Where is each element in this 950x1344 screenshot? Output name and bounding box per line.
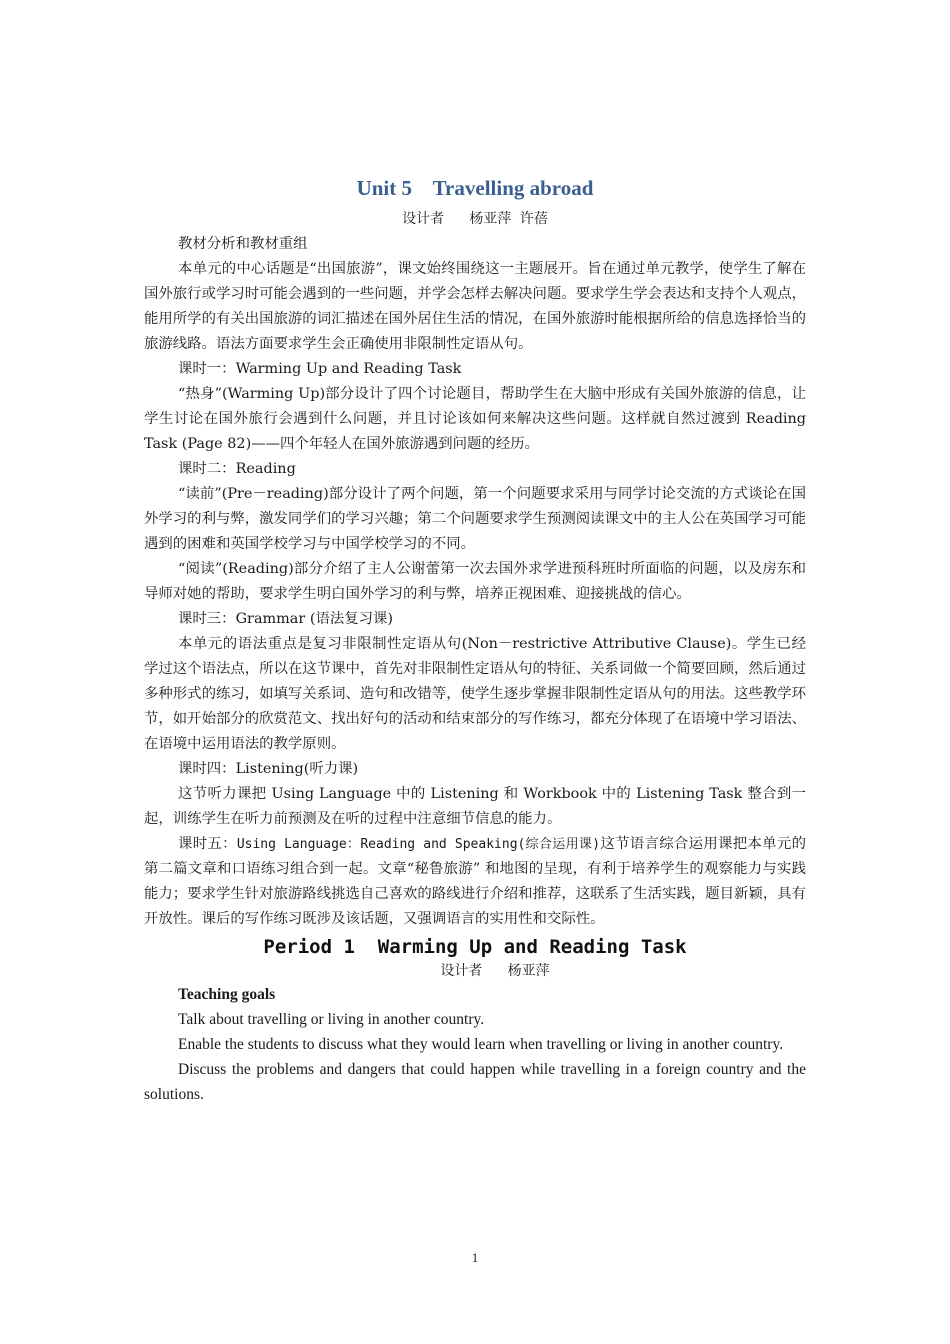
period-title: Period 1 Warming Up and Reading Task bbox=[263, 936, 687, 958]
paragraph-lesson-5 bbox=[144, 832, 806, 932]
lesson-2-heading: 课时二：Reading bbox=[178, 461, 296, 477]
section-heading-analysis: 教材分析和教材重组 bbox=[178, 236, 308, 252]
page-number: 1 bbox=[471, 1250, 479, 1265]
paragraph-pre-reading: “读前”(Pre－reading)部分设计了两个问题，第一个问题要求采用与同学讨论交流的方式谈论在国外学习的利与弊，激发同学们的学习兴趣；第二个问题要求学生预测阅读课文中的主人公在英国学习可能遇到的困难和英国学校学习与中国学校学习的不同。 bbox=[144, 486, 806, 552]
lesson-4-heading: 课时四：Listening(听力课) bbox=[178, 761, 359, 777]
goal-item: Discuss the problems and dangers that could happen while travelling in a foreign country and the solutions. bbox=[144, 1061, 806, 1103]
lesson-5-mono: Using Language：Reading and Speaking(综合运用课) bbox=[236, 837, 601, 852]
paragraph-reading: “阅读”(Reading)部分介绍了主人公谢蕾第一次去国外求学进预科班时所面临的问题，以及房东和导师对她的帮助，要求学生明白国外学习的利与弊，培养正视困难、迎接挑战的信心。 bbox=[144, 561, 806, 602]
paragraph-warming-up: “热身”(Warming Up)部分设计了四个讨论题目，帮助学生在大脑中形成有关国外旅游的信息，让学生讨论在国外旅行会遇到什么问题，并且讨论该如何来解决这些问题。这样就自然过渡到 Reading Task (Page 82)——四个年轻人在国外旅游遇到问题的经历。 bbox=[144, 386, 806, 452]
goal-item: Talk about travelling or living in another country. bbox=[178, 1011, 485, 1028]
page-content bbox=[144, 172, 806, 1107]
paragraph-grammar: 本单元的语法重点是复习非限制性定语从句(Non－restrictive Attributive Clause)。学生已经学过这个语法点，所以在这节课中，首先对非限制性定语从句的特征、关系词做一个简要回顾，然后通过多种形式的练习，如填写关系词、造句和改错等，使学生逐步掌握非限制性定语从句的用法。这些教学环节，如开始部分的欣赏范文、找出好句的活动和结束部分的写作练习，都充分体现了在语境中学习语法、在语境中运用语法的教学原则。 bbox=[144, 636, 806, 752]
paragraph-unit-overview: 本单元的中心话题是“出国旅游”，课文始终围绕这一主题展开。旨在通过单元教学，使学生了解在国外旅行或学习时可能会遇到的一些问题，并学会怎样去解决问题。要求学生学会表达和支持个人观点，能用所学的有关出国旅游的词汇描述在国外居住生活的情况，在国外旅游时能根据所给的信息选择恰当的旅游线路。语法方面要求学生会正确使用非限制性定语从句。 bbox=[144, 261, 806, 352]
lesson-5-rest: 这节语言综合运用课把本单元的第二篇文章和口语练习组合到一起。文章“秘鲁旅游” 和地图的呈现，有利于培养学生的观察能力与实践能力；要求学生针对旅游路线挑选自己喜欢的路线进行介绍和推荐，这联系了生活实践，题目新颖，具有开放性。课后的写作练习既涉及该话题，又强调语言的实用性和交际性。 bbox=[144, 836, 806, 927]
lesson-3-heading: 课时三：Grammar (语法复习课) bbox=[178, 611, 394, 627]
lesson-5-prefix: 课时五： bbox=[178, 836, 237, 852]
teaching-goals-heading: Teaching goals bbox=[178, 986, 276, 1003]
lesson-1-heading: 课时一：Warming Up and Reading Task bbox=[178, 361, 462, 377]
goal-item: Enable the students to discuss what they would learn when travelling or living in another country. bbox=[178, 1036, 784, 1053]
designer-line: 设计者 杨亚萍 许蓓 bbox=[402, 211, 548, 227]
unit-title: Unit 5 Travelling abroad bbox=[356, 176, 594, 200]
paragraph-listening: 这节听力课把 Using Language 中的 Listening 和 Workbook 中的 Listening Task 整合到一起，训练学生在听力前预测及在听的过程中注意细节信息的能力。 bbox=[144, 786, 806, 827]
period-designer: 设计者 杨亚萍 bbox=[440, 963, 550, 979]
